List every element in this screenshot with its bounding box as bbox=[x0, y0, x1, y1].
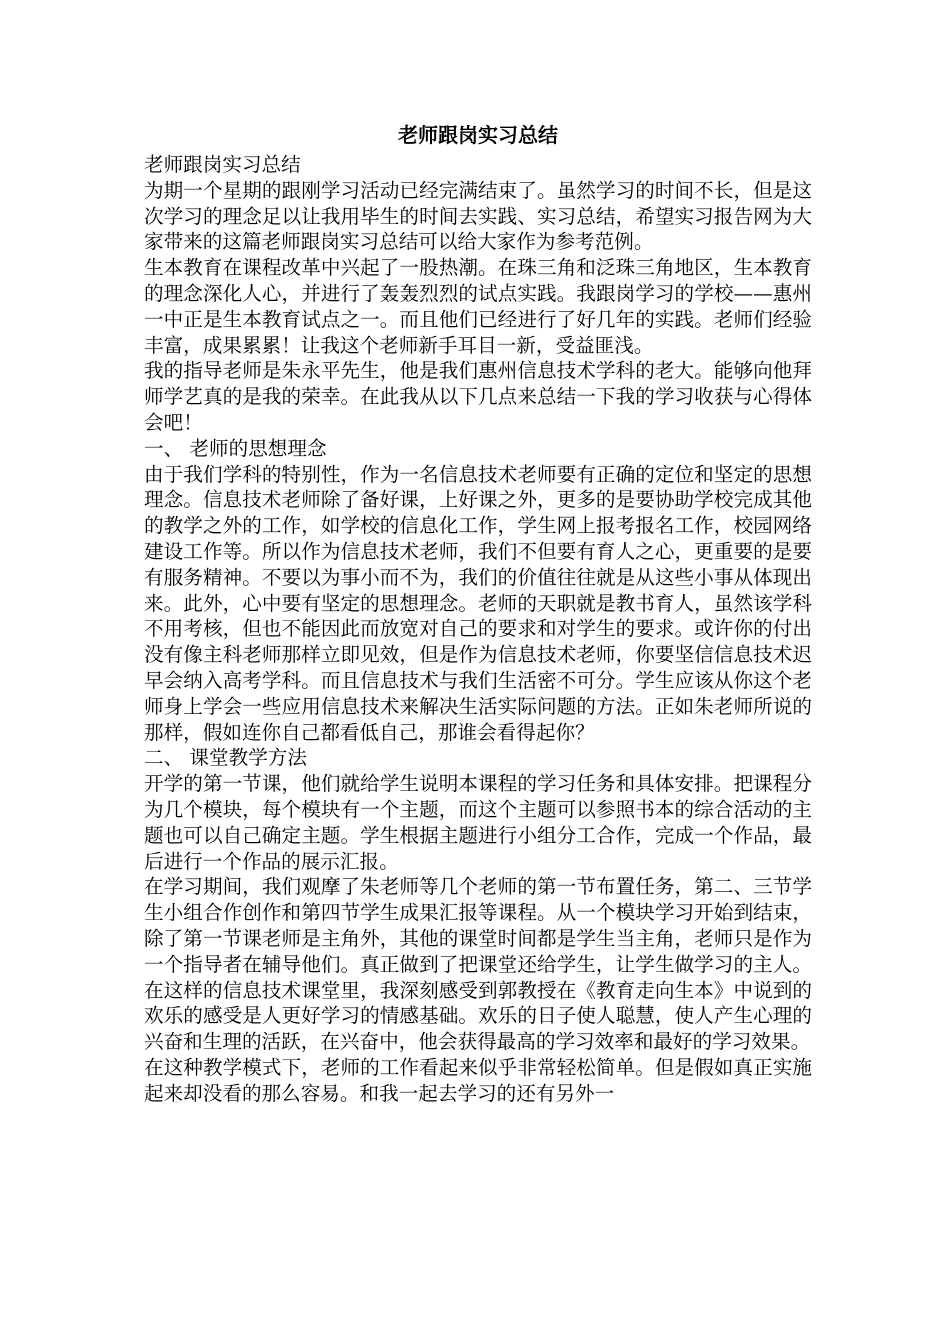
paragraph-teaching-mode: 在这种教学模式下，老师的工作看起来似乎非常轻松简单。但是假如真正实施起来却没看的那么容易。和我一起去学习的还有另外一 bbox=[144, 1055, 812, 1105]
section-heading-2: 二、 课堂教学方法 bbox=[144, 746, 307, 770]
document-title: 老师跟岗实习总结 bbox=[398, 123, 558, 147]
document-page bbox=[144, 120, 812, 1106]
section-heading-1: 一、 老师的思想理念 bbox=[144, 436, 327, 460]
paragraph-subtitle: 老师跟岗实习总结 bbox=[144, 153, 301, 176]
paragraph-first-lesson: 开学的第一节课，他们就给学生说明本课程的学习任务和具体安排。把课程分为几个模块，每个模块有一个主题，而这个主题可以参照书本的综合活动的主题也可以自己确定主题。学生根据主题进行小组分工合作，完成一个作品，最后进行一个作品的展示汇报。 bbox=[144, 772, 812, 873]
paragraph-intro: 为期一个星期的跟刚学习活动已经完满结束了。虽然学习的时间不长，但是这次学习的理念足以让我用毕生的时间去实践、实习总结，希望实习报告网为大家带来的这篇老师跟岗实习总结可以给大家作为参考范例。 bbox=[144, 178, 812, 254]
paragraph-observation: 在学习期间，我们观摩了朱老师等几个老师的第一节布置任务，第二、三节学生小组合作创作和第四节学生成果汇报等课程。从一个模块学习开始到结束，除了第一节课老师是主角外，其他的课堂时间都是学生当主角，老师只是作为一个指导者在辅导他们。真正做到了把课堂还给学生，让学生做学习的主人。在这样的信息技术课堂里，我深刻感受到郭教授在《教育走向生本》中说到的欢乐的感受是人更好学习的情感基础。欢乐的日子使人聪慧，使人产生心理的兴奋和生理的活跃，在兴奋中，他会获得最高的学习效率和最好的学习效果。 bbox=[144, 875, 812, 1054]
paragraph-mentor: 我的指导老师是朱永平先生，他是我们惠州信息技术学科的老大。能够向他拜师学艺真的是我的荣幸。在此我从以下几点来总结一下我的学习收获与心得体会吧！ bbox=[144, 359, 812, 434]
paragraph-student-centered: 生本教育在课程改革中兴起了一股热潮。在珠三角和泛珠三角地区，生本教育的理念深化人心，并进行了轰轰烈烈的试点实践。我跟岗学习的学校——惠州一中正是生本教育试点之一。而且他们已经进行了好几年的实践。老师们经验丰富，成果累累！让我这个老师新手耳目一新，受益匪浅。 bbox=[144, 256, 812, 357]
paragraph-philosophy: 由于我们学科的特别性，作为一名信息技术老师要有正确的定位和坚定的思想理念。信息技术老师除了备好课，上好课之外，更多的是要协助学校完成其他的教学之外的工作，如学校的信息化工作，学生网上报考报名工作，校园网络建设工作等。所以作为信息技术老师，我们不但要有育人之心，更重要的是要有服务精神。不要以为事小而不为，我们的价值往往就是从这些小事从体现出来。此外，心中要有坚定的思想理念。老师的天职就是教书育人，虽然该学科不用考核，但也不能因此而放宽对自己的要求和对学生的要求。或许你的付出没有像主科老师那样立即见效，但是作为信息技术老师，你要坚信信息技术迟早会纳入高考学科。而且信息技术与我们生活密不可分。学生应该从你这个老师身上学会一些应用信息技术来解决生活实际问题的方法。正如朱老师所说的那样，假如连你自己都看低自己，那谁会看得起你？ bbox=[144, 462, 812, 744]
